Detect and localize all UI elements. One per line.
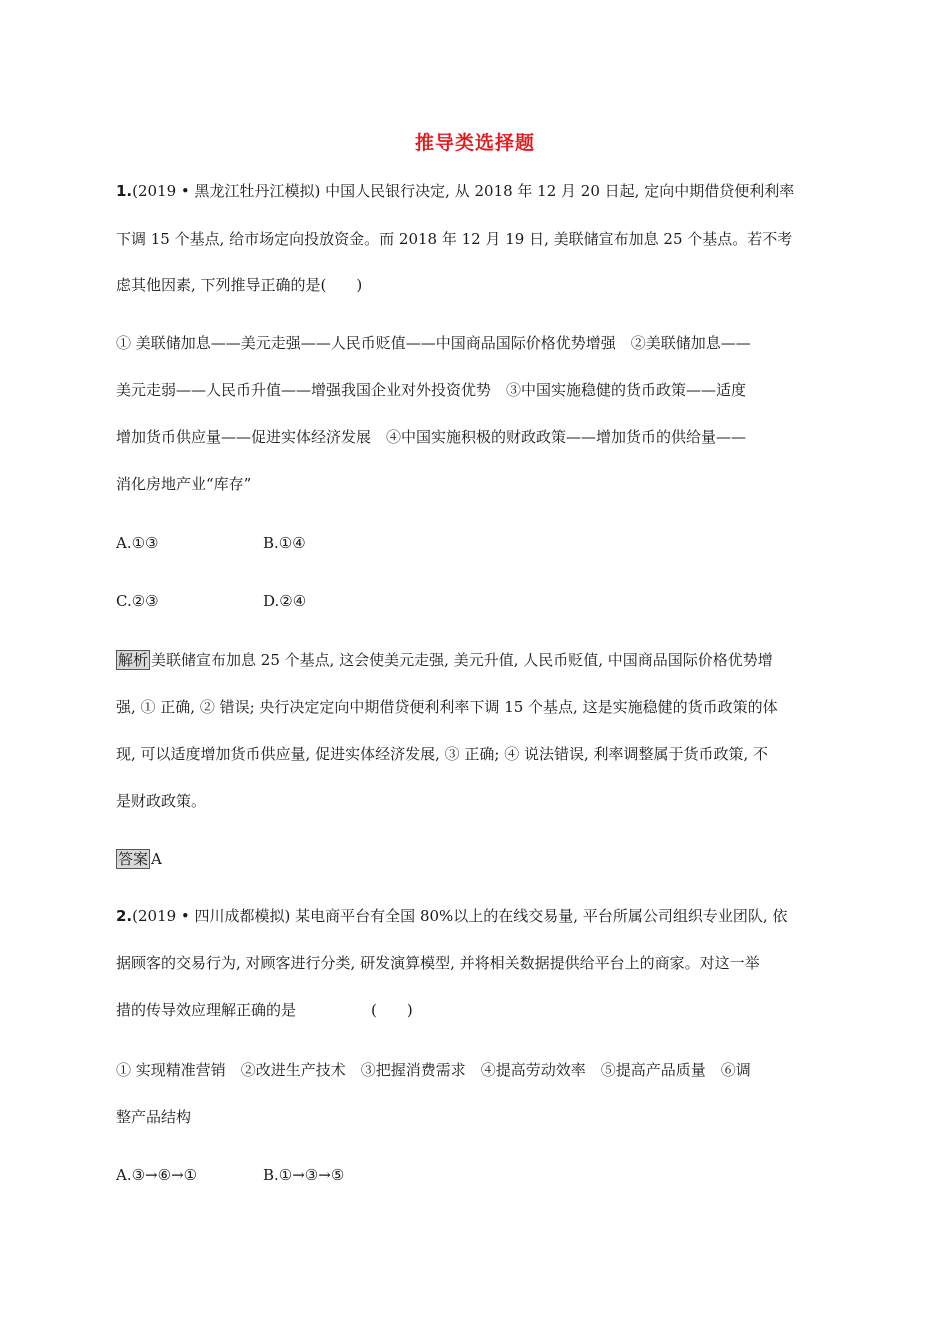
q2-number: 2. xyxy=(116,907,133,925)
q2-option-a: A.③→⑥→① xyxy=(116,1166,198,1184)
q1-option-c: C.②③ xyxy=(116,592,159,610)
q1-answer: A xyxy=(151,850,162,868)
q1-analysis-line: 强, ① 正确, ② 错误; 央行决定定向中期借贷便利利率下调 15 个基点, 这是实施稳健的货币政策的体 xyxy=(116,698,778,716)
q2-stem-line: 据顾客的交易行为, 对顾客进行分类, 研发演算模型, 并将相关数据提供给平台上的商家。对这一举 xyxy=(116,954,760,972)
page-title: 推导类选择题 xyxy=(414,132,535,154)
q1-statement-line: ① 美联储加息——美元走强——人民币贬值——中国商品国际价格优势增强 ②美联储加息—— xyxy=(116,334,751,352)
q1-stem-line: 下调 15 个基点, 给市场定向投放资金。而 2018 年 12 月 19 日, 美联储宣布加息 25 个基点。若不考 xyxy=(116,230,793,248)
analysis-tag: 解析 xyxy=(118,651,149,669)
q1-statement-line: 消化房地产业“库存” xyxy=(116,475,252,493)
q1-stem-line: 1.(2019 • 黑龙江牡丹江模拟) 中国人民银行决定, 从 2018 年 12 月 20 日起, 定向中期借贷便利利率 xyxy=(116,182,795,200)
q1-analysis-line: 解析 美联储宣布加息 25 个基点, 这会使美元走强, 美元升值, 人民币贬值, 中国商品国际价格优势增 xyxy=(118,651,773,669)
q1-statement-line: 美元走弱——人民币升值——增强我国企业对外投资优势 ③中国实施稳健的货币政策——适度 xyxy=(116,381,747,399)
q1-answer-line xyxy=(116,849,162,869)
q2-statement-line: ① 实现精准营销 ②改进生产技术 ③把握消费需求 ④提高劳动效率 ⑤提高产品质量 ⑥调 xyxy=(116,1061,751,1079)
q1-option-b: B.①④ xyxy=(263,534,306,552)
q2-stem-line: 措的传导效应理解正确的是 ( ) xyxy=(116,1001,413,1019)
q2-statement-line: 整产品结构 xyxy=(116,1108,192,1126)
q1-option-a: A.①③ xyxy=(116,534,159,552)
q1-statement-line: 增加货币供应量——促进实体经济发展 ④中国实施积极的财政政策——增加货币的供给量—— xyxy=(116,428,747,446)
answer-tag: 答案 xyxy=(118,850,149,868)
q2-option-b: B.①→③→⑤ xyxy=(263,1166,345,1184)
q1-number: 1. xyxy=(116,182,133,200)
q2-stem-line: 2.(2019 • 四川成都模拟) 某电商平台有全国 80%以上的在线交易量, 平台所属公司组织专业团队, 依 xyxy=(116,907,788,925)
q1-stem-line: 虑其他因素, 下列推导正确的是( ) xyxy=(116,276,363,294)
q1-analysis-line: 是财政政策。 xyxy=(116,792,207,810)
q1-analysis-line: 现, 可以适度增加货币供应量, 促进实体经济发展, ③ 正确; ④ 说法错误, 利率调整属于货币政策, 不 xyxy=(116,745,769,763)
q1-option-d: D.②④ xyxy=(263,592,307,610)
